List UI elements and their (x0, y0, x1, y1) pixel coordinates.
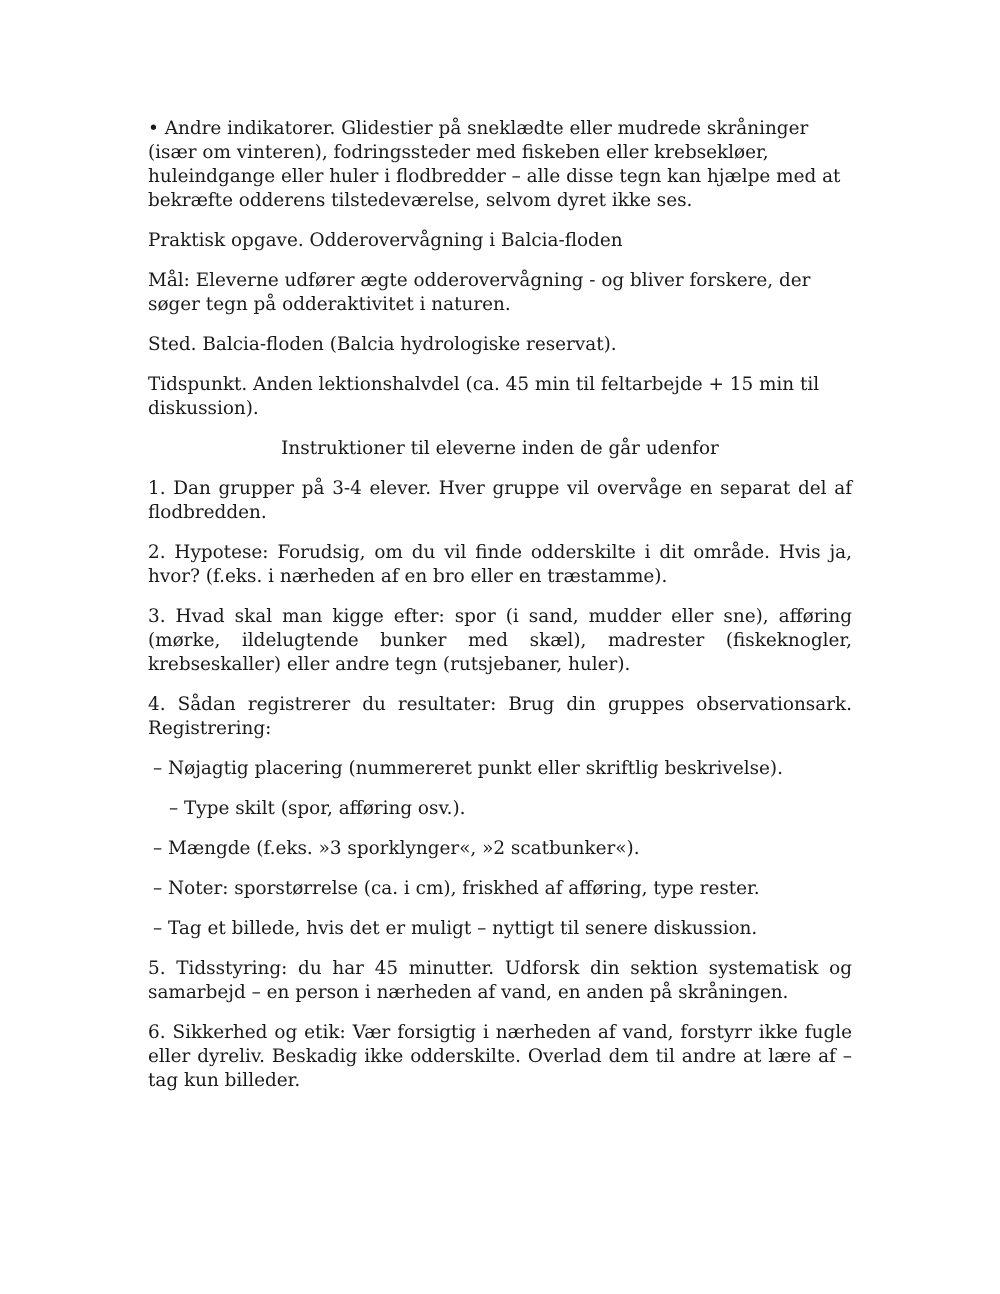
instructions-heading: Instruktioner til eleverne inden de går udenfor (281, 438, 719, 459)
bullet-paragraph-other-indicators: • Andre indikatorer. Glidestier på sneklædte eller mudrede skråninger (især om vinteren), fodringssteder med fiskeben eller krebsekløer, huleindgange eller huler i flodbredder – alle disse tegn kan hjælpe med at bekræfte odderens tilstedeværelse, selvom dyret ikke ses. (148, 118, 841, 211)
record-item-sign-type: – Type skilt (spor, afføring osv.). (169, 798, 466, 819)
record-item-photo: – Tag et billede, hvis det er muligt – nyttigt til senere diskussion. (153, 918, 758, 939)
step-4: 4. Sådan registrerer du resultater: Brug din gruppes observationsark. Registrering: (148, 694, 852, 739)
step-6: 6. Sikkerhed og etik: Vær forsigtig i nærheden af vand, forstyrr ikke fugle eller dyreliv. Beskadig ikke odderskilte. Overlad dem til andre at lære af – tag kun billeder. (148, 1022, 852, 1091)
step-2: 2. Hypotese: Forudsig, om du vil finde odderskilte i dit område. Hvis ja, hvor? (f.eks. i nærheden af en bro eller en træstamme). (148, 542, 852, 587)
record-item-notes: – Noter: sporstørrelse (ca. i cm), friskhed af afføring, type rester. (153, 878, 760, 899)
goal-paragraph: Mål: Eleverne udfører ægte odderovervågning - og bliver forskere, der søger tegn på odderaktivitet i naturen. (148, 270, 811, 315)
record-item-location: – Nøjagtig placering (nummereret punkt eller skriftlig beskrivelse). (153, 758, 783, 779)
step-1: 1. Dan grupper på 3-4 elever. Hver gruppe vil overvåge en separat del af flodbredden. (148, 478, 852, 523)
task-title: Praktisk opgave. Odderovervågning i Balcia-floden (148, 230, 623, 251)
step-5: 5. Tidsstyring: du har 45 minutter. Udforsk din sektion systematisk og samarbejd – en person i nærheden af vand, en anden på skråningen. (148, 958, 852, 1003)
place-paragraph: Sted. Balcia-floden (Balcia hydrologiske reservat). (148, 334, 617, 355)
time-paragraph: Tidspunkt. Anden lektionshalvdel (ca. 45 min til feltarbejde + 15 min til diskussion). (148, 374, 820, 419)
step-3: 3. Hvad skal man kigge efter: spor (i sand, mudder eller sne), afføring (mørke, ildelugtende bunker med skæl), madrester (fiskeknogler, krebseskaller) eller andre tegn (rutsjebaner, huler). (148, 606, 852, 675)
record-item-quantity: – Mængde (f.eks. »3 sporklynger«, »2 scatbunker«). (153, 838, 640, 859)
document-page (148, 117, 852, 1109)
